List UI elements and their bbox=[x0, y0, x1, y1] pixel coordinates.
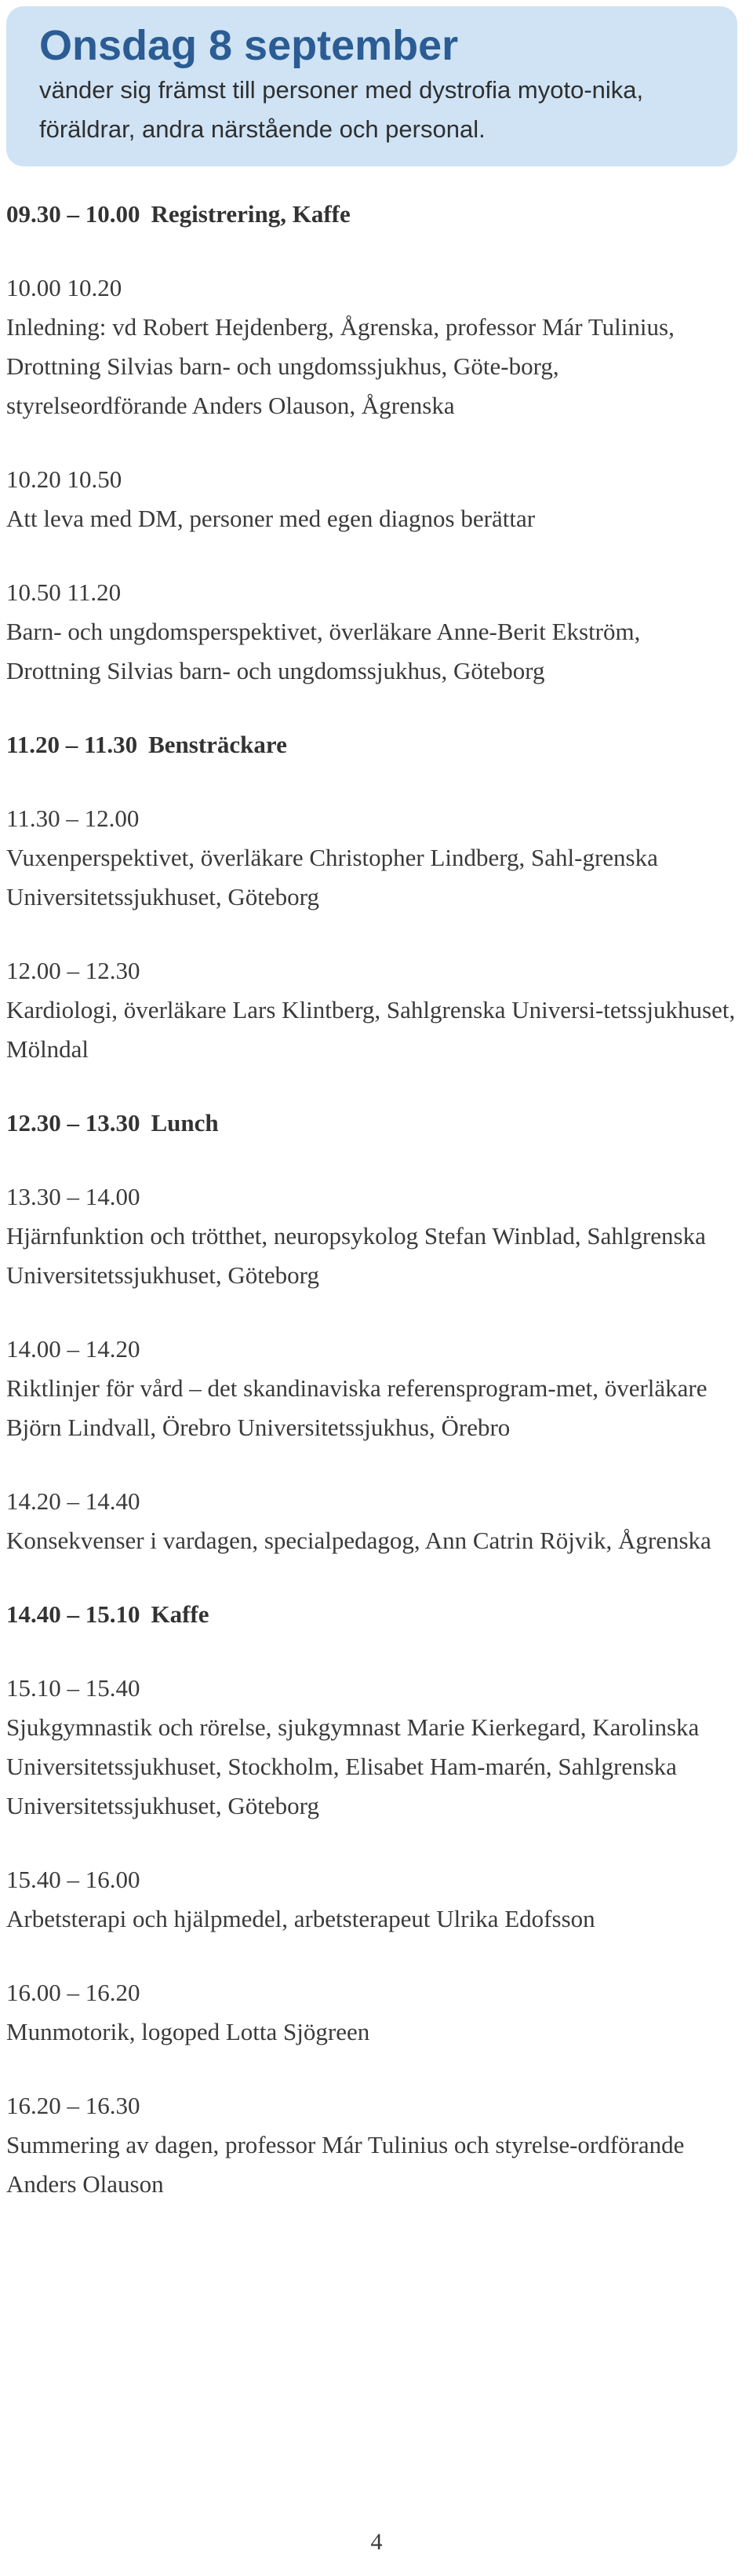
schedule-item bbox=[6, 725, 736, 764]
schedule-time: 16.00 – 16.20 bbox=[6, 1979, 140, 2006]
schedule-time: 15.40 – 16.00 bbox=[6, 1866, 140, 1893]
schedule-item bbox=[6, 1177, 736, 1295]
schedule-time: 14.00 – 14.20 bbox=[6, 1335, 140, 1363]
schedule-label: Kaffe bbox=[151, 1600, 209, 1628]
schedule-item bbox=[6, 460, 736, 538]
schedule-time: 13.30 – 14.00 bbox=[6, 1183, 140, 1210]
schedule-label: Lunch bbox=[151, 1109, 219, 1137]
schedule-item bbox=[6, 1330, 736, 1447]
schedule-item bbox=[6, 1860, 736, 1939]
schedule-list bbox=[6, 195, 736, 2238]
schedule-label: Registrering, Kaffe bbox=[151, 200, 351, 228]
schedule-description: Barn- och ungdomsperspektivet, överläkare Anne-Berit Ekström, Drottning Silvias barn- och ungdomssjukhus, Göteborg bbox=[6, 618, 641, 684]
schedule-description: Vuxenperspektivet, överläkare Christopher Lindberg, Sahl-grenska Universitetssjukhuset, Göteborg bbox=[6, 844, 658, 910]
schedule-time: 11.20 – 11.30 bbox=[6, 731, 138, 758]
day-header bbox=[6, 6, 737, 166]
page-number: 4 bbox=[370, 2529, 383, 2555]
schedule-time: 10.00 10.20 bbox=[6, 274, 122, 301]
schedule-time: 09.30 – 10.00 bbox=[6, 200, 140, 228]
schedule-item bbox=[6, 1669, 736, 1826]
schedule-time: 10.20 10.50 bbox=[6, 465, 122, 493]
schedule-time: 11.30 – 12.00 bbox=[6, 805, 140, 832]
schedule-time: 12.00 – 12.30 bbox=[6, 957, 140, 984]
schedule-description: Riktlinjer för vård – det skandinaviska referensprogram-met, överläkare Björn Lindvall, Örebro Universitetssjukhus, Örebro bbox=[6, 1374, 708, 1441]
day-audience: vänder sig främst till personer med dystrofia myoto-nika, föräldrar, andra närstående och personal. bbox=[39, 76, 644, 143]
schedule-description: Hjärnfunktion och trötthet, neuropsykolog Stefan Winblad, Sahlgrenska Universitetssjukhuset, Göteborg bbox=[6, 1222, 706, 1289]
schedule-item bbox=[6, 1104, 736, 1143]
schedule-item bbox=[6, 799, 736, 917]
day-title: Onsdag 8 september bbox=[39, 22, 459, 69]
schedule-item bbox=[6, 268, 736, 425]
schedule-description: Munmotorik, logoped Lotta Sjögreen bbox=[6, 2018, 370, 2045]
schedule-label: Bensträckare bbox=[148, 731, 287, 758]
schedule-time: 16.20 – 16.30 bbox=[6, 2092, 140, 2119]
schedule-description: Arbetsterapi och hjälpmedel, arbetsterapeut Ulrika Edofsson bbox=[6, 1905, 595, 1932]
schedule-item bbox=[6, 1595, 736, 1634]
schedule-description: Att leva med DM, personer med egen diagnos berättar bbox=[6, 505, 536, 532]
schedule-time: 15.10 – 15.40 bbox=[6, 1674, 140, 1702]
schedule-time: 14.20 – 14.40 bbox=[6, 1487, 140, 1515]
schedule-time: 14.40 – 15.10 bbox=[6, 1600, 140, 1628]
schedule-item bbox=[6, 573, 736, 691]
schedule-item bbox=[6, 1973, 736, 2052]
schedule-time: 12.30 – 13.30 bbox=[6, 1109, 140, 1137]
schedule-description: Sjukgymnastik och rörelse, sjukgymnast Marie Kierkegard, Karolinska Universitetssjukhuset, Stockholm, Elisabet Ham-marén, Sahlgrenska Universitetssjukhuset, Göteborg bbox=[6, 1713, 700, 1819]
schedule-description: Inledning: vd Robert Hejdenberg, Ågrenska, professor Már Tulinius, Drottning Silvias barn- och ungdomssjukhus, Göte-borg, styrelseordförande Anders Olauson, Ågrenska bbox=[6, 313, 675, 419]
schedule-item bbox=[6, 2086, 736, 2204]
schedule-item bbox=[6, 1482, 736, 1560]
schedule-description: Kardiologi, överläkare Lars Klintberg, Sahlgrenska Universi-tetssjukhuset, Mölndal bbox=[6, 996, 736, 1063]
schedule-description: Summering av dagen, professor Már Tulinius och styrelse-ordförande Anders Olauson bbox=[6, 2131, 685, 2198]
schedule-item bbox=[6, 195, 736, 234]
schedule-item bbox=[6, 951, 736, 1069]
schedule-time: 10.50 11.20 bbox=[6, 578, 122, 606]
schedule-description: Konsekvenser i vardagen, specialpedagog, Ann Catrin Röjvik, Ågrenska bbox=[6, 1527, 711, 1554]
